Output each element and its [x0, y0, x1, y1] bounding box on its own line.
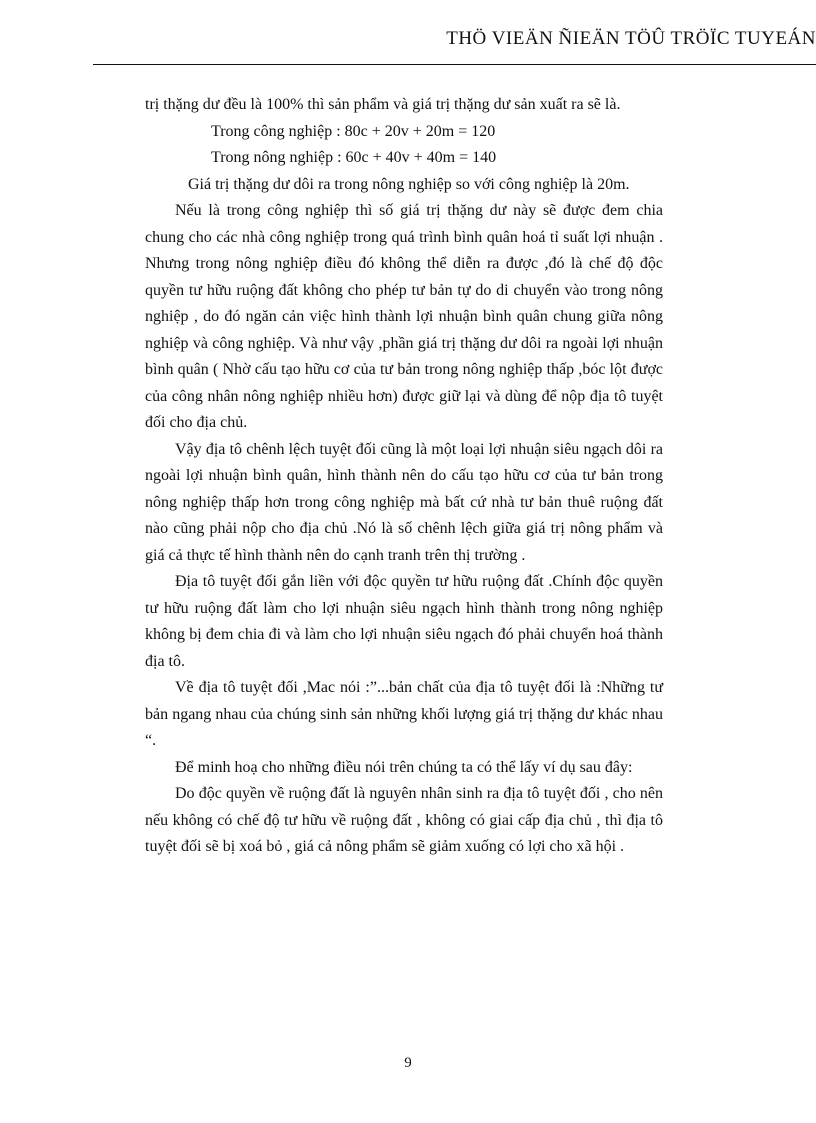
- paragraph-conclusion: Do độc quyền về ruộng đất là nguyên nhân sinh ra địa tô tuyệt đối , cho nên nếu không có chế độ tư hữu về ruộng đất , không có giai cấp địa chủ , thì địa tô tuyệt đối sẽ bị xoá bỏ , giá cả nông phẩm sẽ giảm xuống có lợi cho xã hội .: [145, 785, 663, 855]
- header-rule: [93, 64, 816, 65]
- formula-industry: Trong công nghiệp : 80c + 20v + 20m = 120: [211, 122, 496, 140]
- paragraph-definition: Vậy địa tô chênh lệch tuyệt đối cũng là một loại lợi nhuận siêu ngạch dôi ra ngoài lợi nhuận bình quân, hình thành nên do cấu tạo hữu cơ của tư bản trong nông nghiệp thấp hơn trong công nghiệp mà bất cứ nhà tư bản thuê ruộng đất nào cũng phải nộp cho địa chủ .Nó là số chênh lệch giữa giá trị nông phẩm và giá cả thực tế hình thành nên do cạnh tranh trên thị trường .: [145, 440, 663, 564]
- document-body: [145, 92, 663, 861]
- paragraph-marx-quote: Về địa tô tuyệt đối ,Mac nói :”...bản chất của địa tô tuyệt đối là :Những tư bản ngang nhau của chúng sinh sản những khối lượng giá trị thặng dư khác nhau “.: [145, 679, 663, 749]
- page-number: 9: [404, 1055, 412, 1071]
- paragraph-industry: Nếu là trong công nghiệp thì số giá trị thặng dư này sẽ được đem chia chung cho các nhà công nghiệp trong quá trình bình quân hoá tỉ suất lợi nhuận . Nhưng trong nông nghiệp điều đó không thể diễn ra được ,đó là chế độ độc quyền tư hữu ruộng đất không cho phép tư bản tự do di chuyển vào trong nông nghiệp , do đó ngăn cản việc hình thành lợi nhuận bình quân chung giữa nông nghiệp và công nghiệp. Và như vậy ,phần giá trị thặng dư dôi ra ngoài lợi nhuận bình quân ( Nhờ cấu tạo hữu cơ của tư bản trong nông nghiệp thấp ,bóc lột được của công nhân nông nghiệp nhiều hơn) được giữ lại và dùng để nộp địa tô tuyệt đối cho địa chủ.: [145, 202, 663, 431]
- paragraph-monopoly: Địa tô tuyệt đối gắn liền với độc quyền tư hữu ruộng đất .Chính độc quyền tư hữu ruộng đất làm cho lợi nhuận siêu ngạch hình thành trong nông nghiệp không bị đem chia đi và làm cho lợi nhuận siêu ngạch đó phải chuyển hoá thành địa tô.: [145, 573, 663, 670]
- paragraph-example: Để minh hoạ cho những điều nói trên chúng ta có thể lấy ví dụ sau đây:: [175, 758, 633, 776]
- paragraph-intro: trị thặng dư đều là 100% thì sản phẩm và giá trị thặng dư sản xuất ra sẽ là.: [145, 96, 621, 113]
- paragraph-surplus: Giá trị thặng dư dôi ra trong nông nghiệp so với công nghiệp là 20m.: [188, 175, 630, 193]
- page-header-title: THÖ VIEÄN ÑIEÄN TÖÛ TRÖÏC TUYEÁN: [446, 28, 816, 49]
- formula-agriculture: Trong nông nghiệp : 60c + 40v + 40m = 140: [211, 149, 497, 166]
